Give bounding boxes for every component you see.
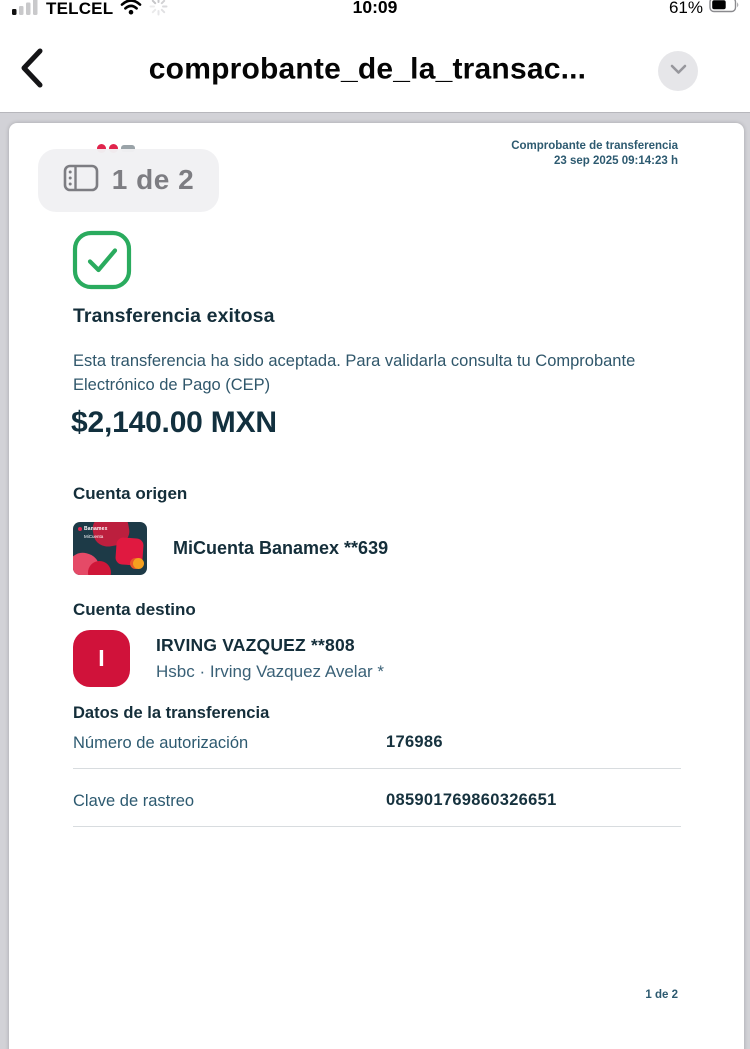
table-row — [73, 789, 681, 827]
receipt-header — [511, 139, 678, 169]
pdf-viewer[interactable] — [0, 115, 750, 1049]
origin-account-row — [73, 522, 388, 575]
battery-percent-label: 61% — [668, 0, 703, 17]
title-menu-button[interactable] — [658, 51, 698, 91]
carrier-label: TELCEL — [46, 0, 114, 18]
detail-value: 176986 — [386, 732, 443, 751]
back-chevron-icon — [19, 47, 45, 94]
card-brand-label: Banamex — [84, 525, 108, 532]
destination-section-heading: Cuenta destino — [73, 599, 196, 619]
details-section-heading: Datos de la transferencia — [73, 703, 270, 722]
back-button[interactable] — [14, 48, 50, 94]
success-check-icon — [71, 229, 133, 296]
destination-detail: Hsbc · Irving Vazquez Avelar * — [156, 661, 385, 681]
banamex-dot-icon — [78, 527, 82, 531]
cellular-signal-icon — [12, 0, 39, 20]
page-number-footer: 1 de 2 — [645, 988, 678, 1001]
destination-account-row — [73, 630, 384, 687]
chevron-down-icon — [670, 62, 687, 80]
page-indicator-label: 1 de 2 — [111, 164, 195, 195]
detail-label: Clave de rastreo — [73, 791, 195, 810]
receipt-header-title: Comprobante de transferencia — [511, 139, 678, 152]
status-description: Esta transferencia ha sido aceptada. Para validarla consulta tu Comprobante Electrónico de Pago (CEP) — [73, 351, 636, 394]
ios-chrome — [0, 0, 750, 113]
navigation-bar — [0, 30, 750, 111]
banamex-card-image — [73, 522, 147, 575]
destination-avatar: I — [73, 630, 130, 687]
detail-value: 085901769860326651 — [386, 790, 557, 809]
wifi-icon — [120, 0, 142, 20]
origin-section-heading: Cuenta origen — [73, 483, 188, 503]
network-activity-spinner-icon — [149, 0, 168, 21]
thumbnails-sidebar-icon — [63, 164, 99, 197]
page-indicator-pill[interactable] — [38, 149, 219, 212]
clock: 10:09 — [352, 0, 398, 17]
transfer-amount: $2,140.00 MXN — [71, 405, 277, 439]
origin-account-label: MiCuenta Banamex **639 — [173, 537, 389, 558]
status-heading: Transferencia exitosa — [73, 304, 275, 327]
receipt-header-datetime: 23 sep 2025 09:14:23 h — [553, 154, 678, 167]
destination-name: IRVING VAZQUEZ **808 — [156, 634, 355, 655]
table-row — [73, 731, 681, 769]
detail-label: Número de autorización — [73, 733, 249, 752]
battery-icon — [709, 0, 740, 18]
status-bar — [0, 0, 750, 30]
document-title: comprobante_de_la_transac... — [148, 52, 587, 86]
mastercard-icon — [130, 558, 142, 570]
pdf-page — [9, 123, 744, 1049]
details-table — [73, 731, 681, 847]
card-product-label: MiCuenta — [84, 533, 104, 539]
